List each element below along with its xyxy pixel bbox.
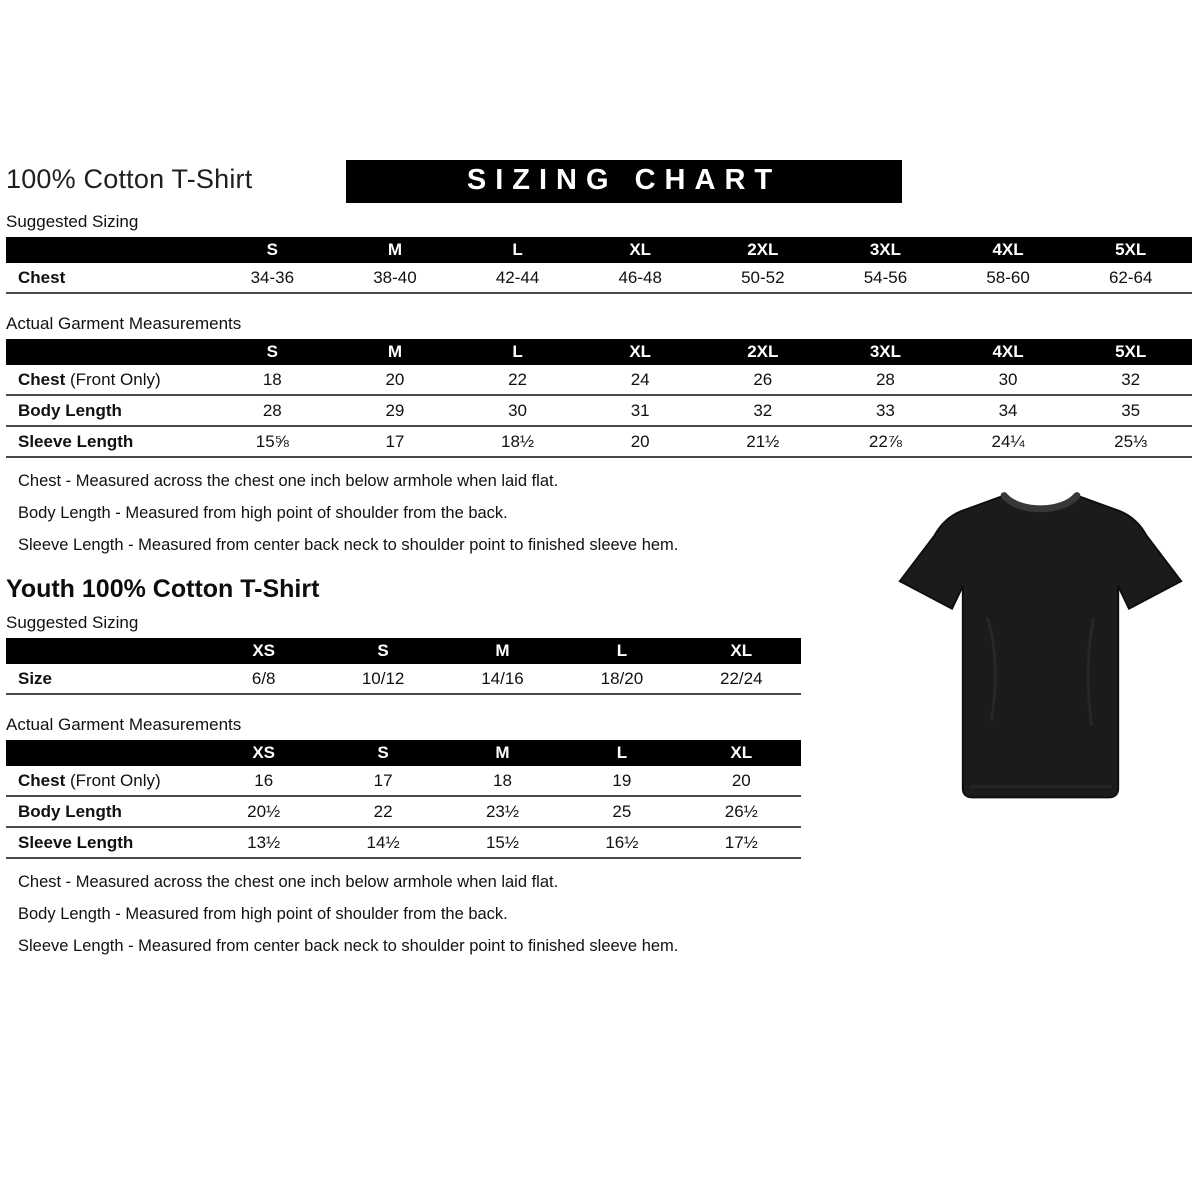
cell: 22⅞ — [868, 431, 902, 451]
youth-suggested-label: Suggested Sizing — [6, 613, 139, 632]
cell: 14½ — [366, 832, 400, 852]
cell: 42-44 — [495, 267, 540, 287]
cell: 38-40 — [373, 267, 417, 287]
cell: 20 — [385, 369, 405, 389]
col-header-m: M — [387, 342, 403, 361]
cell: 62-64 — [1108, 267, 1153, 287]
cell: 30 — [508, 400, 528, 420]
tshirt-icon — [893, 478, 1188, 816]
col-header-4xl: 4XL — [992, 342, 1024, 361]
col-header-5xl: 5XL — [1115, 240, 1147, 259]
row-label-text: Size — [18, 668, 53, 688]
row-label — [6, 370, 211, 390]
cell: 17 — [373, 770, 393, 790]
col-header-2xl: 2XL — [747, 240, 779, 259]
cell: 21½ — [746, 431, 780, 451]
youth-actual-header-row — [6, 740, 801, 766]
cell: 46-48 — [618, 267, 662, 287]
note-sleeve-length: Sleeve Length - Measured from center back neck to shoulder point to finished sleeve hem. — [18, 937, 679, 955]
col-header-s: S — [377, 743, 389, 762]
col-header-s: S — [266, 240, 278, 259]
cell: 18 — [262, 369, 282, 389]
row-label-text: Body Length — [18, 801, 122, 821]
col-header-l: L — [616, 641, 628, 660]
col-header-xl: XL — [730, 743, 753, 762]
col-header-l: L — [512, 240, 523, 259]
row-label-text: Chest — [18, 369, 66, 389]
cell: 16 — [254, 770, 274, 790]
adult-actual-label: Actual Garment Measurements — [6, 314, 242, 333]
cell: 32 — [1121, 369, 1141, 389]
row-label — [6, 432, 211, 452]
table-row-chest-front-only — [6, 766, 801, 797]
cell: 18½ — [501, 431, 535, 451]
cell: 19 — [612, 770, 632, 790]
cell: 58-60 — [986, 267, 1030, 287]
table-row-body-length — [6, 396, 1192, 427]
note-chest: Chest - Measured across the chest one inch below armhole when laid flat. — [18, 472, 559, 490]
table-row-chest-front-only — [6, 365, 1192, 396]
cell: 18/20 — [600, 668, 644, 688]
youth-actual-table — [6, 740, 801, 859]
adult-actual-table — [6, 339, 1192, 458]
col-header-5xl: 5XL — [1115, 342, 1147, 361]
sizing-chart-banner: SIZING CHART — [346, 160, 902, 203]
cell: 20 — [630, 431, 650, 451]
cell: 34 — [998, 400, 1018, 420]
col-header-l: L — [512, 342, 523, 361]
cell: 30 — [998, 369, 1018, 389]
table-row-body-length — [6, 797, 801, 828]
cell: 25 — [612, 801, 632, 821]
row-sublabel-text: (Front Only) — [69, 770, 161, 790]
cell: 18 — [493, 770, 512, 790]
col-header-s: S — [377, 641, 389, 660]
row-label-text: Sleeve Length — [18, 832, 134, 852]
adult-actual-header-row — [6, 339, 1192, 365]
cell: 14/16 — [481, 668, 524, 688]
cell: 15½ — [485, 832, 520, 852]
cell: 20½ — [247, 801, 281, 821]
cell: 24¼ — [991, 431, 1025, 451]
cell: 20 — [731, 770, 751, 790]
cell: 22 — [508, 369, 528, 389]
cell: 26½ — [724, 801, 758, 821]
youth-title: Youth 100% Cotton T-Shirt — [6, 575, 320, 603]
cell: 17½ — [724, 832, 758, 852]
row-label — [6, 669, 204, 689]
col-header-3xl: 3XL — [869, 342, 902, 361]
cell: 29 — [385, 400, 405, 420]
col-header-4xl: 4XL — [992, 240, 1024, 259]
col-header-xl: XL — [730, 641, 753, 660]
row-label-text: Body Length — [18, 400, 122, 420]
cell: 6/8 — [251, 668, 276, 688]
cell: 22/24 — [720, 668, 763, 688]
col-header-m: M — [495, 743, 510, 762]
cell: 33 — [875, 400, 895, 420]
table-row-chest — [6, 263, 1192, 294]
table-row-sleeve-length — [6, 427, 1192, 458]
youth-actual-label: Actual Garment Measurements — [6, 715, 242, 734]
row-label-text: Chest — [18, 267, 66, 287]
col-header-xs: XS — [252, 743, 276, 762]
cell: 13½ — [247, 832, 281, 852]
cell: 25⅓ — [1114, 431, 1148, 451]
cell: 54-56 — [863, 267, 908, 287]
black-tshirt-image — [893, 478, 1188, 816]
table-row-size — [6, 664, 801, 695]
row-label — [6, 802, 204, 822]
adult-suggested-label: Suggested Sizing — [6, 212, 139, 231]
note-chest: Chest - Measured across the chest one inch below armhole when laid flat. — [18, 873, 559, 891]
cell: 26 — [753, 369, 773, 389]
row-label-text: Chest — [18, 770, 66, 790]
cell: 24 — [630, 369, 650, 389]
youth-suggested-table — [6, 638, 801, 695]
cell: 34-36 — [250, 267, 295, 287]
row-label — [6, 833, 204, 853]
adult-suggested-table — [6, 237, 1192, 294]
col-header-s: S — [266, 342, 278, 361]
note-sleeve-length: Sleeve Length - Measured from center back neck to shoulder point to finished sleeve hem. — [18, 536, 679, 554]
youth-notes — [6, 872, 1192, 956]
col-header-xl: XL — [629, 240, 652, 259]
row-sublabel-text: (Front Only) — [69, 369, 161, 389]
col-header-xl: XL — [629, 342, 652, 361]
cell: 31 — [630, 400, 650, 420]
note-body-length: Body Length - Measured from high point of shoulder from the back. — [18, 905, 508, 923]
header-row — [6, 160, 1192, 203]
table-row-sleeve-length — [6, 828, 801, 859]
cell: 15⅝ — [255, 431, 289, 451]
cell: 28 — [875, 369, 895, 389]
cell: 28 — [262, 400, 282, 420]
cell: 32 — [753, 400, 773, 420]
note-body-length: Body Length - Measured from high point of shoulder from the back. — [18, 504, 508, 522]
cell: 50-52 — [741, 267, 785, 287]
row-label — [6, 268, 211, 288]
col-header-m: M — [495, 641, 510, 660]
col-header-m: M — [387, 240, 403, 259]
row-label-text: Sleeve Length — [18, 431, 134, 451]
row-label — [6, 771, 204, 791]
col-header-3xl: 3XL — [869, 240, 902, 259]
row-label — [6, 401, 211, 421]
cell: 22 — [373, 801, 393, 821]
cell: 23½ — [485, 801, 520, 821]
youth-suggested-header-row — [6, 638, 801, 664]
col-header-l: L — [616, 743, 628, 762]
col-header-2xl: 2XL — [747, 342, 779, 361]
cell: 16½ — [605, 832, 639, 852]
cell: 17 — [385, 431, 405, 451]
page-title: 100% Cotton T-Shirt — [6, 164, 253, 194]
cell: 10/12 — [361, 668, 405, 688]
cell: 35 — [1121, 400, 1141, 420]
adult-suggested-header-row — [6, 237, 1192, 263]
col-header-xs: XS — [252, 641, 276, 660]
